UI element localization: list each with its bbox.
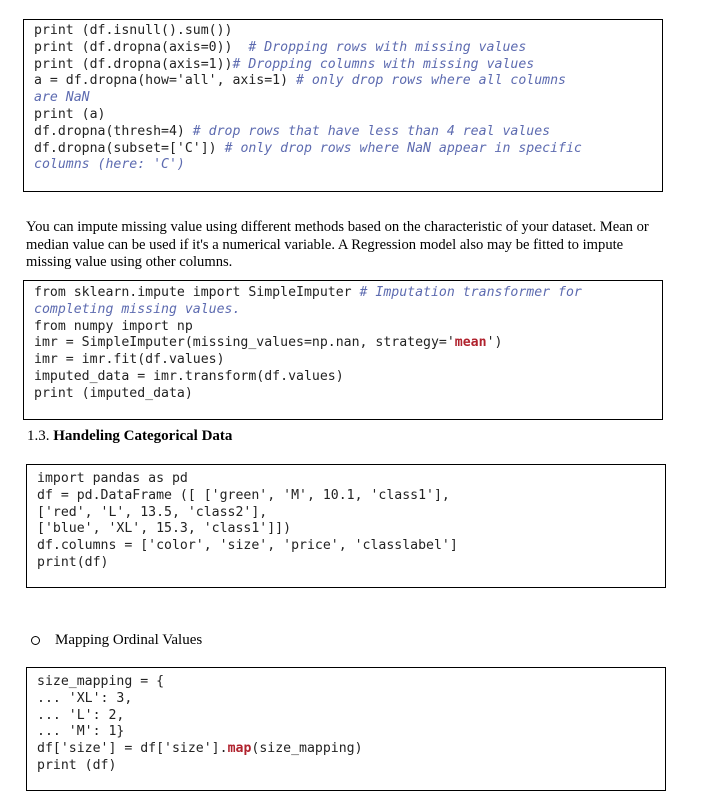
code-line [34,157,662,174]
code-block-imputer [23,280,663,420]
code-line [34,73,662,90]
code-text: print (df.dropna(axis=1)) [34,56,233,72]
code-comment: completing missing values. [34,301,241,317]
code-line: size_mapping = { [37,674,165,689]
code-text: from sklearn.impute import SimpleImputer [34,285,360,300]
code-line: ['red', 'L', 13.5, 'class2'], [37,504,268,520]
code-line: imputed_data = imr.transform(df.values) [34,368,344,384]
code-text: ') [486,335,503,351]
code-block-dataframe-lines [37,471,665,572]
code-comment: # only drop rows where NaN appear in specific [224,140,582,156]
code-block-size-mapping [26,667,666,791]
code-text: (size_mapping) [251,741,363,757]
code-line [34,40,662,57]
code-comment: # Imputation transformer for [359,285,582,300]
code-comment: are NaN [34,90,90,106]
code-comment: # drop rows that have less than 4 real values [192,123,551,139]
code-line [34,302,662,319]
code-line: print (df) [37,757,117,773]
code-line [34,335,662,352]
code-block-dropna-lines [34,23,662,174]
impute-paragraph: You can impute missing value using different methods based on the characteristic of your dataset. Mean or median value can be used if it's a numerical variable. A Regression model also may be fitted to impute missing value using other columns. [26,219,649,270]
code-line: ... 'L': 2, [37,707,125,723]
code-comment: # Dropping columns with missing values [232,56,535,72]
code-line: print(df) [37,554,109,570]
section-number: 1.3. [27,428,50,444]
code-line: from numpy import np [34,318,193,334]
code-line [34,90,662,107]
code-comment: # only drop rows where all columns [296,73,566,89]
section-title: Handeling Categorical Data [53,428,233,444]
code-line: ... 'M': 1} [37,724,125,740]
code-text: print (df.isnull().sum()) [34,23,233,38]
code-line: ['blue', 'XL', 15.3, 'class1']]) [37,521,292,537]
code-line [34,285,662,302]
code-line: df = pd.DataFrame ([ ['green', 'M', 10.1, 'class1'], [37,487,450,503]
code-line: import pandas as pd [37,471,188,486]
code-comment: # Dropping rows with missing values [248,39,527,55]
section-heading [27,428,232,445]
code-line [34,124,662,141]
code-keyword-map: map [227,741,252,757]
code-line: imr = imr.fit(df.values) [34,352,225,368]
code-line [34,57,662,74]
code-line: print (imputed_data) [34,385,193,401]
code-text: df.dropna(thresh=4) [34,123,193,139]
code-text: df['size'] = df['size']. [37,741,228,757]
code-text: a = df.dropna(how='all', axis=1) [34,73,297,89]
code-line [34,141,662,158]
code-text: print (a) [34,106,106,122]
subheading-text: Mapping Ordinal Values [55,632,203,648]
code-keyword-mean: mean [454,335,487,351]
code-line: ... 'XL': 3, [37,690,133,706]
bullet-circle-icon [31,636,40,645]
code-comment: columns (here: 'C') [34,157,185,173]
code-text: imr = SimpleImputer(missing_values=np.nan, strategy=' [34,335,455,351]
code-line [34,107,662,124]
code-line [34,23,662,40]
code-block-dataframe [26,464,666,588]
code-block-dropna [23,19,663,192]
code-text: print (df.dropna(axis=0)) [34,39,249,55]
mapping-subheading [31,632,202,649]
code-text: df.dropna(subset=['C']) [34,140,225,156]
code-line: df.columns = ['color', 'size', 'price', 'classlabel'] [37,538,458,554]
code-line [37,741,665,758]
